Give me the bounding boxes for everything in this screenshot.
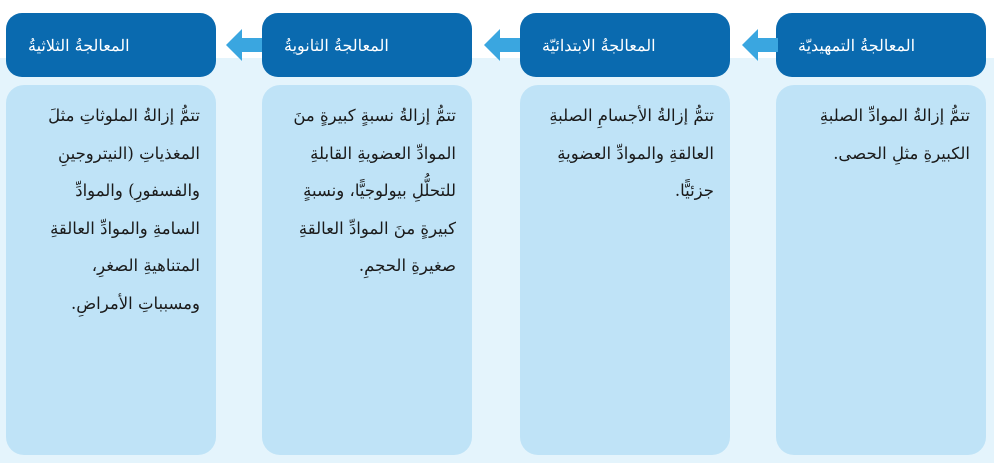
stage-preliminary: [776, 13, 986, 455]
description-line: الكبيرةِ مثلِ الحصى.: [833, 143, 970, 163]
description-line: تتمُّ إزالةُ نسبةٍ كبيرةٍ منَ: [293, 106, 456, 125]
description-line: تتمُّ إزالةُ الموادِّ الصلبةِ: [819, 106, 970, 125]
description-line: ومسبباتِ الأمراضِ.: [70, 293, 200, 313]
description-line: جزئيًّا.: [674, 181, 714, 200]
stage-primary-title: المعالجةُ الابتدائيّة: [520, 13, 730, 77]
description-line: تتمُّ إزالةُ الملوثاتِ مثلَ: [48, 106, 200, 125]
description-line: صغيرةِ الحجمِ.: [358, 256, 456, 275]
stage-tertiary: [6, 13, 216, 455]
arrow-left-icon: [740, 27, 780, 63]
description-line: الموادِّ العضويةِ القابلةِ: [310, 143, 456, 163]
stage-primary-description: [534, 97, 714, 210]
description-line: والفسفورِ) والموادِّ: [75, 181, 200, 200]
description-line: العالقةِ والموادِّ العضويةِ: [557, 143, 714, 163]
stage-secondary-title: المعالجةُ الثانويةُ: [262, 13, 472, 77]
arrow-left-icon: [482, 27, 522, 63]
description-line: كبيرةٍ منَ الموادِّ العالقةِ: [298, 218, 456, 238]
stage-secondary-description: [276, 97, 456, 285]
description-line: تتمُّ إزالةُ الأجسامِ الصلبةِ: [549, 106, 714, 125]
stage-tertiary-description: [20, 97, 200, 322]
description-line: السامةِ والموادِّ العالقةِ: [50, 218, 200, 238]
description-line: المغذياتِ (النيتروجينِ: [58, 143, 200, 163]
stage-primary: [520, 13, 730, 455]
stage-preliminary-description: [790, 97, 970, 172]
stage-secondary: [262, 13, 472, 455]
description-line: للتحلُّلِ بيولوجيًّا، ونسبةٍ: [303, 181, 456, 200]
stage-preliminary-title: المعالجةُ التمهيديّة: [776, 13, 986, 77]
description-line: المتناهيةِ الصغرِ،: [91, 256, 200, 275]
stage-tertiary-title: المعالجةُ الثلاثيةُ: [6, 13, 216, 77]
stage-tertiary-body: [6, 85, 216, 455]
stage-secondary-body: [262, 85, 472, 455]
stage-primary-body: [520, 85, 730, 455]
arrow-left-icon: [224, 27, 264, 63]
stage-preliminary-body: [776, 85, 986, 455]
